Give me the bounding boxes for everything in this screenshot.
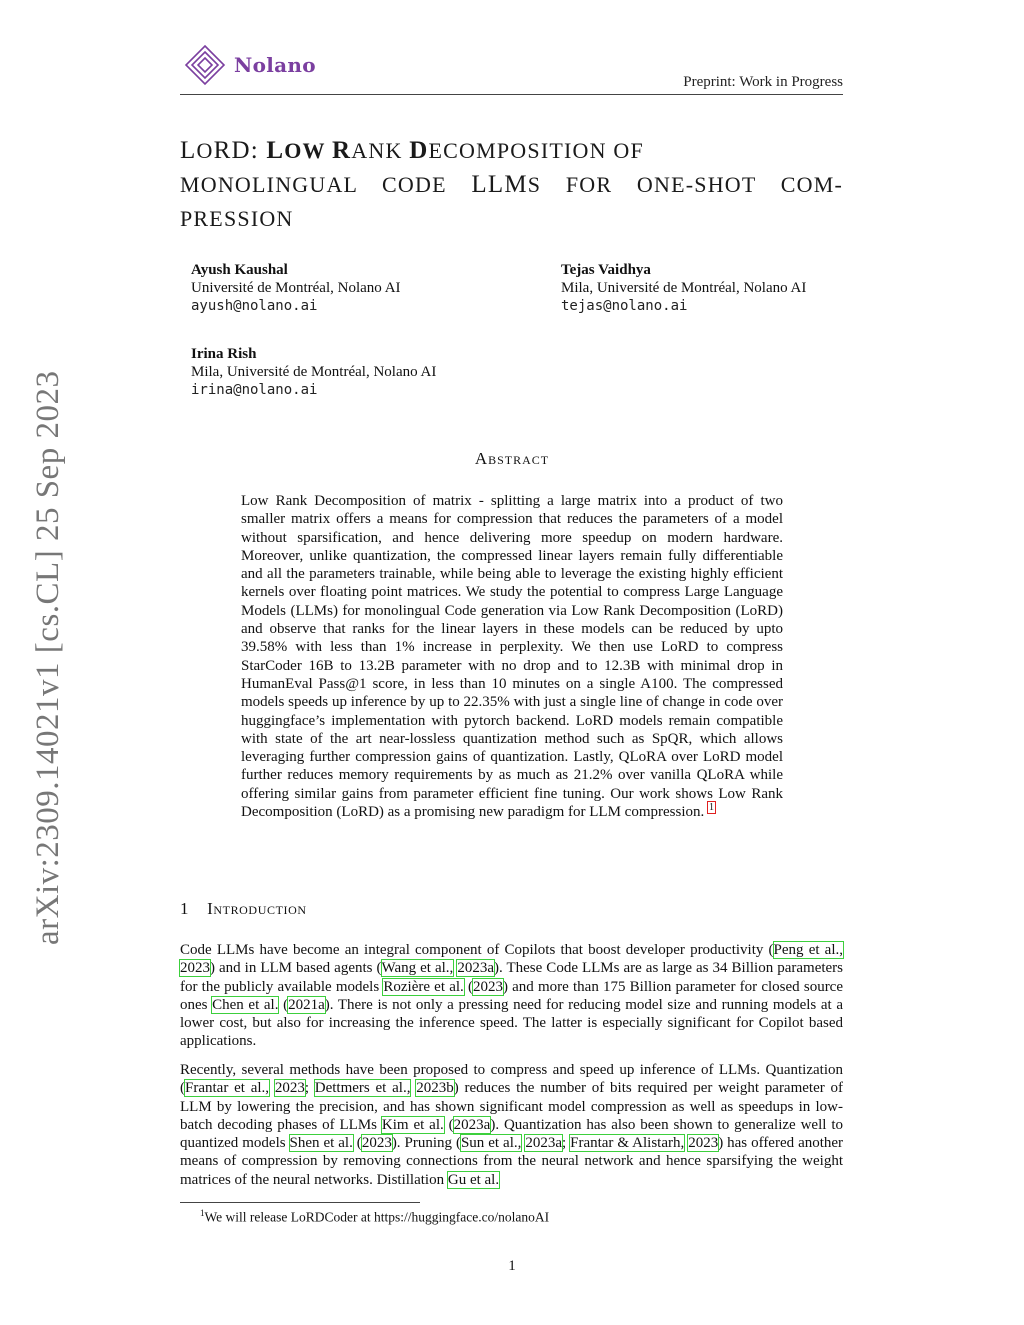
nolano-diamond-icon <box>184 44 226 86</box>
page-number: 1 <box>508 1258 516 1274</box>
section-heading <box>180 899 307 919</box>
title-line-2: MONOLINGUAL CODE LLMS FOR ONE-SHOT COM- <box>180 171 844 198</box>
citation-link[interactable]: Shen et al. <box>289 1135 353 1152</box>
citation-link[interactable]: Chen et al. <box>212 996 279 1013</box>
author-name: Tejas Vaidhya <box>561 262 651 278</box>
footnote-ref-link[interactable]: 1 <box>709 802 714 814</box>
citation-link[interactable]: Frantar et al., <box>185 1080 270 1097</box>
citation-link[interactable]: Sun et al., <box>460 1135 522 1152</box>
author-name: Ayush Kaushal <box>191 262 288 278</box>
citation-link[interactable]: 2023a <box>453 1116 491 1133</box>
nolano-logo <box>184 44 316 86</box>
intro-paragraph-1: Code LLMs have become an integral component of Copilots that boost developer productivity (Peng et al., 2023) and in LLM based agents (Wang et al., 2023a). These Code LLMs are as large as 34 Billion parameters for the publicly available models Rozière et al. (2023) and more than 175 Billion parameter for closed source ones Chen et al. (2021a). There is not only a pressing need for reducing model size and running models at a lower cost, but also for increasing the inference speed. The latter is especially significant for Copilot based applications. <box>180 942 844 1050</box>
citation-link[interactable]: Gu et al. <box>447 1171 500 1188</box>
section-number: 1 <box>180 899 190 918</box>
preprint-label: Preprint: Work in Progress <box>683 74 843 90</box>
abstract-text: Low Rank Decomposition of matrix - splitting a large matrix into a product of two smaller matrix offers a means for compression that reduces the parameters of a model without sparsification, and hence delivering more speedup on modern hardware. Moreover, unlike quantization, the compressed linear layers remain fully differentiable and all the parameters trainable, while being able to leverage the existing highly efficient kernels over floating point matrices. We study the potential to compress Large Language Models (LLMs) for monolingual Code generation via Low Rank Decomposition (LoRD) and observe that ranks for the linear layers in these models can be reduced by upto 39.58% with less than 1% increase in perplexity. We then use LoRD to compress StarCoder 16B to 13.2B parameter with no drop and to 12.3B with minimal drop in HumanEval Pass@1 score, in less than 10 minutes on a single A100. The compressed models speeds up inference by up to 22.35% with just a single line of change in code over huggingface’s implementation with pytorch backend. LoRD models remain compatible with state of the art near-lossless quantization method such as SpQR, which allows leveraging further compression gains of quantization. Lastly, QLoRA over LoRD model further reduces memory requirements by as much as 21.2% over vanilla QLoRA while offering similar gains from parameter efficient fine tuning. Our work shows Low Rank Decomposition (LoRD) as a promising new paradigm for LLM compression. <box>241 493 783 821</box>
author-block <box>191 345 436 399</box>
intro-paragraph-2: Recently, several methods have been proposed to compress and speed up inference of LLMs. Quantization (Frantar et al., 2023; Dettmers et al., 2023b) reduces the number of bits required per weight parameter of LLM by lowering the precision, and has shown significant model compression as well as speedups in low-batch decoding phases of LLMs Kim et al. (2023a). Quantization has also been shown to generalize well to quantized models Shen et al. (2023). Pruning (Sun et al., 2023a; Frantar & Alistarh, 2023) has offered another means of compression by removing connections from the neural network and hence sparsifying the weight matrices of the neural networks. Distillation Gu et al. <box>180 1062 844 1188</box>
author-email[interactable]: ayush@nolano.ai <box>191 298 318 314</box>
author-email[interactable]: irina@nolano.ai <box>191 382 318 398</box>
footnote <box>200 1208 549 1226</box>
citation-link[interactable]: Peng et al., <box>773 942 844 958</box>
citation-link[interactable]: Wang et al., <box>381 960 454 977</box>
logo-text: Nolano <box>234 53 316 77</box>
author-affiliation: Mila, Université de Montréal, Nolano AI <box>191 364 437 380</box>
paper-title <box>180 134 843 236</box>
arxiv-stamp: arXiv:2309.14021v1 [cs.CL] 25 Sep 2023 <box>30 370 66 945</box>
footnote-mark: 1 <box>200 1208 205 1218</box>
citation-link[interactable]: 2023 <box>180 960 210 977</box>
author-block <box>561 261 806 315</box>
section-title: Introduction <box>207 899 307 918</box>
author-email[interactable]: tejas@nolano.ai <box>561 298 688 314</box>
citation-link[interactable]: 2023 <box>361 1135 392 1152</box>
title-line-3: PRESSION <box>180 206 294 231</box>
author-affiliation: Université de Montréal, Nolano AI <box>191 280 401 296</box>
citation-link[interactable]: Frantar & Alistarh, <box>570 1135 685 1152</box>
title-line-1: LORD: LOW RANK DECOMPOSITION OF <box>180 137 644 164</box>
footnote-text: We will release LoRDCoder at https://huggingface.co/nolanoAI <box>204 1209 550 1225</box>
author-name: Irina Rish <box>191 346 257 362</box>
citation-link[interactable]: Dettmers et al., <box>314 1080 411 1097</box>
author-block <box>191 261 401 315</box>
abstract-body <box>241 492 783 821</box>
citation-link[interactable]: 2021a <box>288 996 325 1013</box>
citation-link[interactable]: Kim et al. <box>381 1116 444 1133</box>
citation-link[interactable]: 2023a <box>525 1135 562 1152</box>
footnote-divider <box>180 1202 420 1203</box>
author-affiliation: Mila, Université de Montréal, Nolano AI <box>561 280 807 296</box>
citation-link[interactable]: 2023a <box>457 960 494 977</box>
header-divider <box>180 94 843 95</box>
citation-link[interactable]: Rozière et al. <box>383 978 464 995</box>
abstract-heading: Abstract <box>474 449 550 468</box>
citation-link[interactable]: 2023 <box>688 1135 719 1152</box>
citation-link[interactable]: 2023 <box>274 1080 305 1097</box>
citation-link[interactable]: 2023 <box>472 978 503 995</box>
citation-link[interactable]: 2023b <box>416 1080 454 1097</box>
